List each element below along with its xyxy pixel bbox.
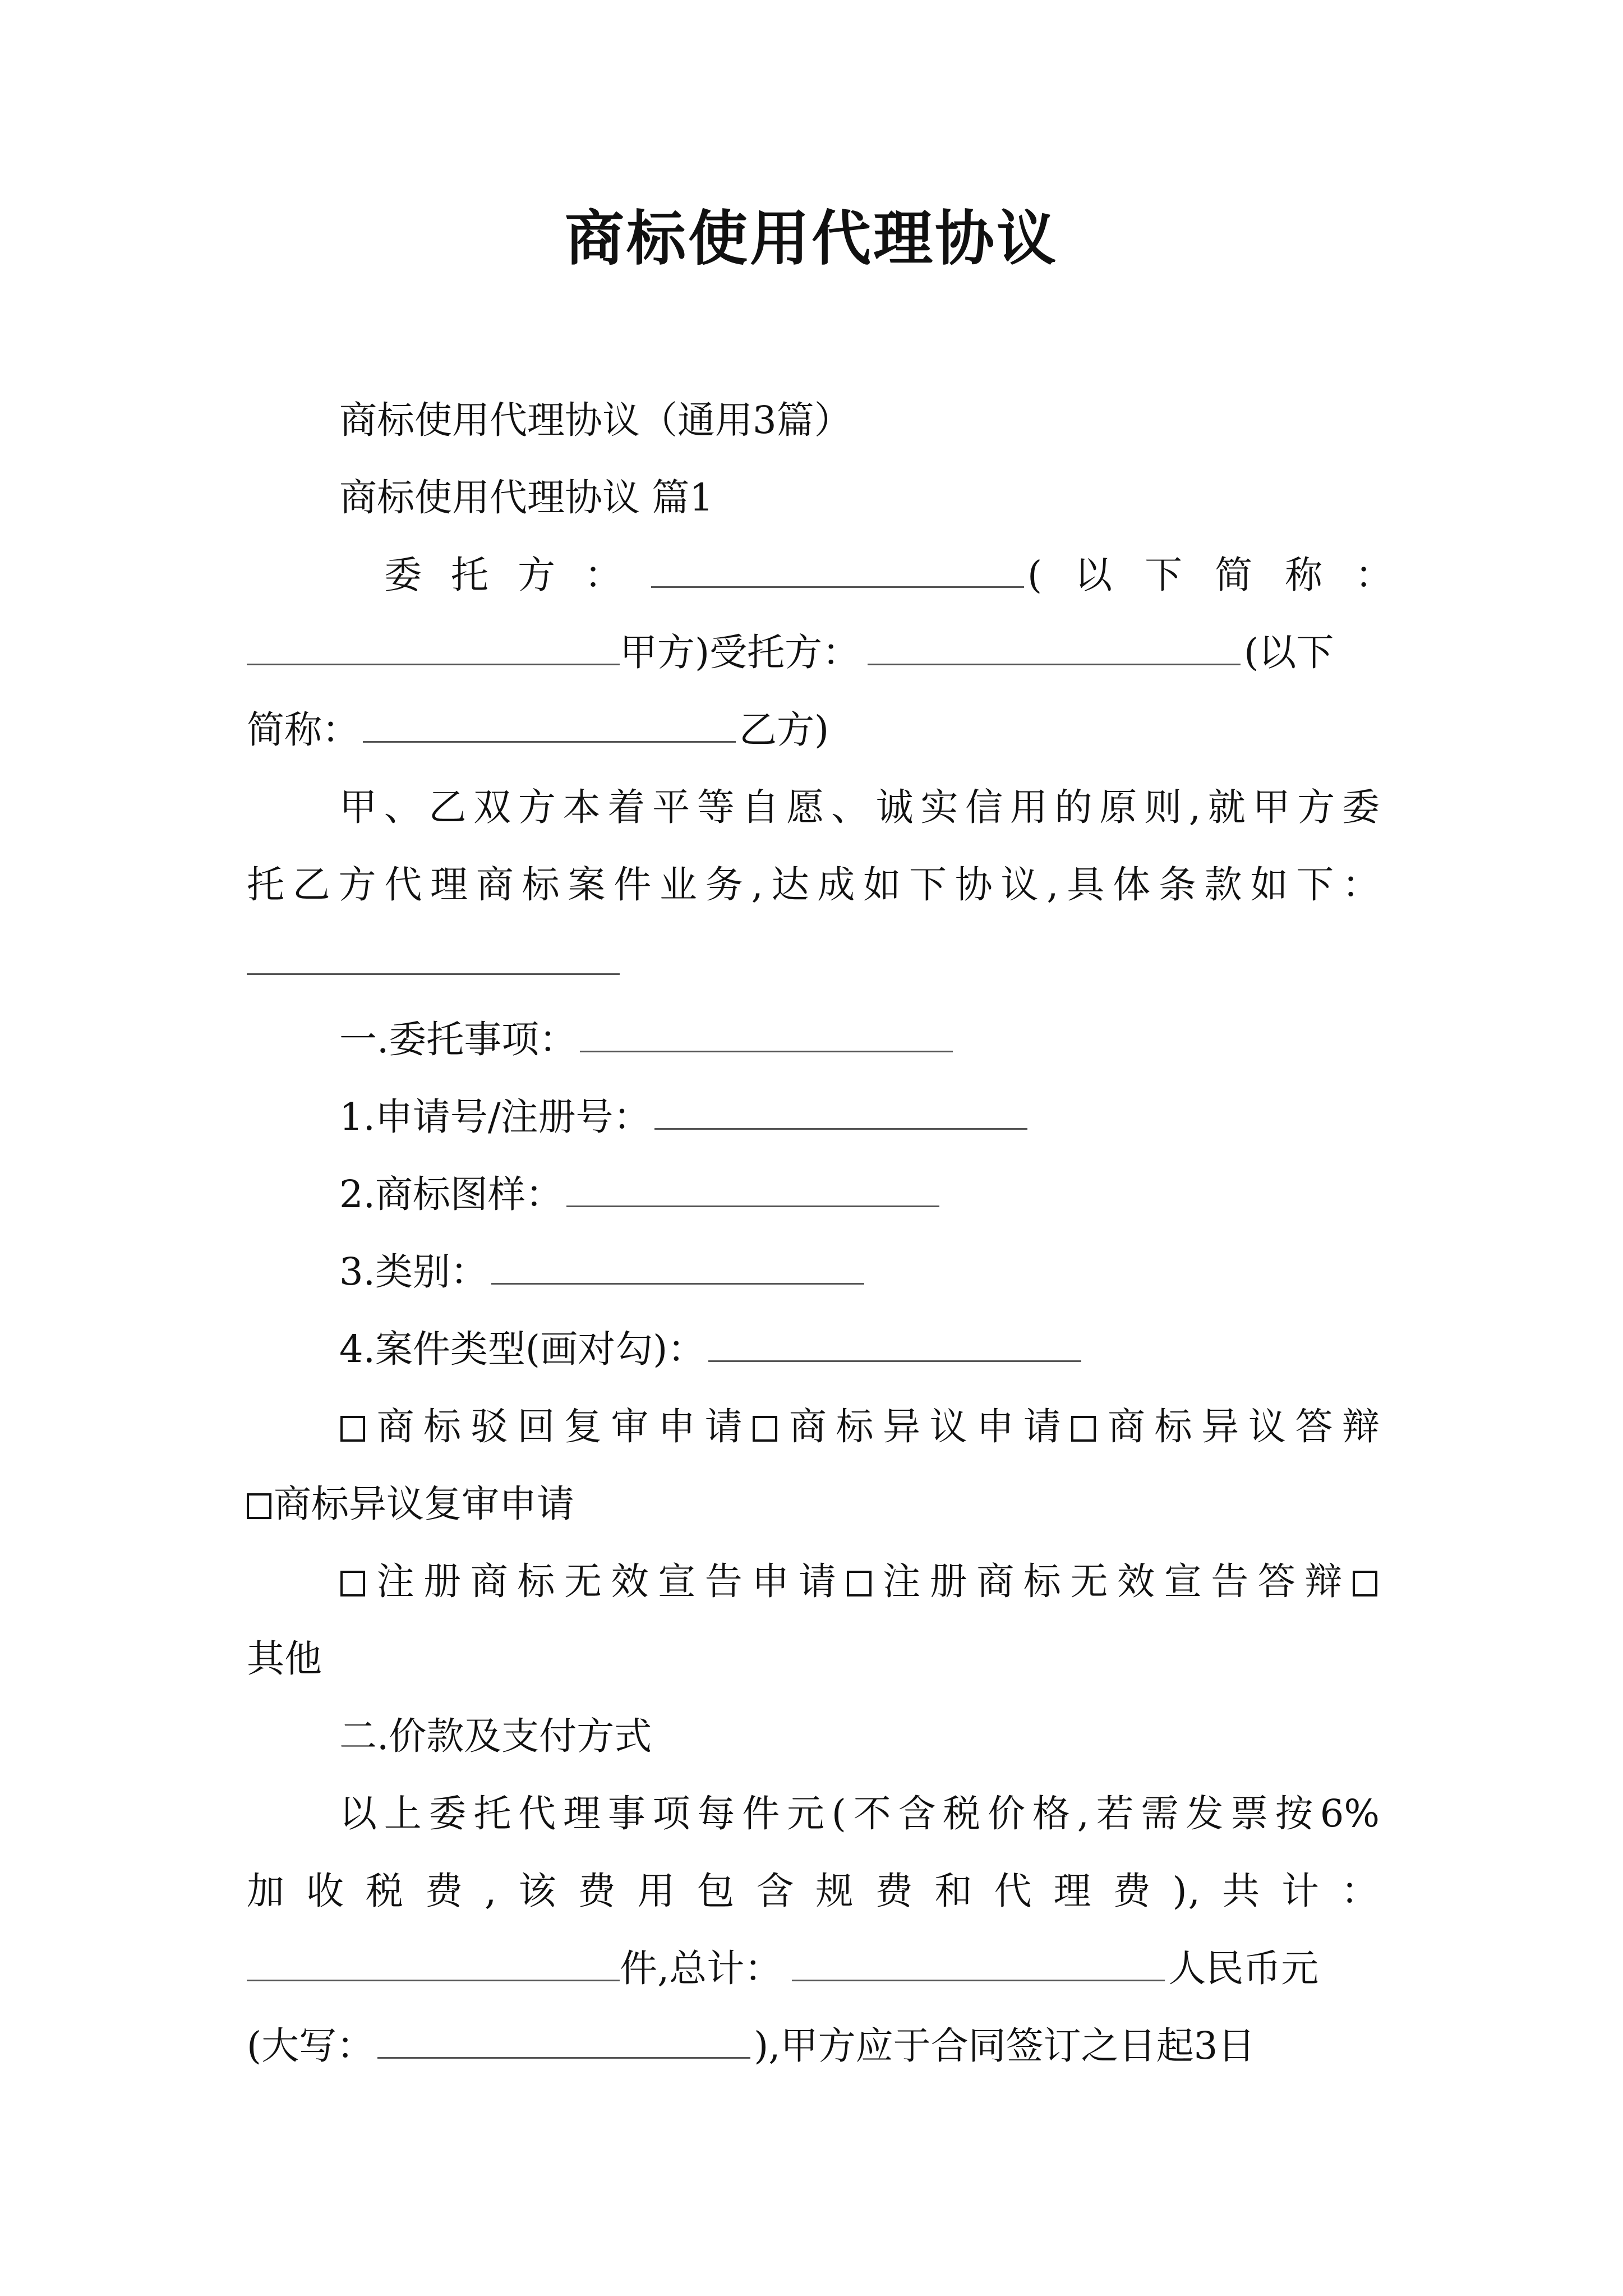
entrust-label: 委托方： bbox=[384, 553, 651, 597]
item-category bbox=[247, 1233, 1380, 1310]
category-blank[interactable] bbox=[491, 1281, 864, 1285]
checkbox-row-4 bbox=[247, 1620, 1380, 1697]
party-a-label: 甲方)受托方： bbox=[620, 631, 860, 674]
trademark-sample-label: 2.商标图样： bbox=[339, 1172, 563, 1216]
item-case-type bbox=[247, 1310, 1380, 1388]
checkbox-row-2 bbox=[247, 1465, 1380, 1543]
checkbox-label: 商标异议答辩 bbox=[1098, 1405, 1380, 1448]
checkbox-invalidation-reply[interactable] bbox=[847, 1571, 872, 1596]
subtitle: 商标使用代理协议（通用3篇） bbox=[339, 398, 852, 442]
parties-line-2 bbox=[247, 614, 1380, 691]
uppercase-blank[interactable] bbox=[377, 2055, 750, 2059]
case-type-blank[interactable] bbox=[708, 1358, 1081, 1362]
quantity-label: 件,总计： bbox=[620, 1947, 782, 1990]
checkbox-label: 注册商标无效宣告答辩 bbox=[873, 1559, 1352, 1603]
entrusted-items-blank[interactable] bbox=[580, 1048, 953, 1052]
intro-line-2: 托乙方代理商标案件业务,达成如下协议,具体条款如下： bbox=[247, 863, 1380, 907]
category-label: 3.类别： bbox=[339, 1250, 488, 1294]
intro-blank[interactable] bbox=[247, 971, 620, 975]
checkbox-rejection-review[interactable] bbox=[340, 1416, 365, 1442]
entrust-blank[interactable] bbox=[651, 584, 1024, 588]
trustee-blank[interactable] bbox=[868, 661, 1241, 665]
payment-line-2: 加收税费,该费用包含规费和代理费),共计： bbox=[247, 1869, 1380, 1913]
application-number-blank[interactable] bbox=[654, 1126, 1027, 1130]
item-trademark-sample bbox=[247, 1156, 1380, 1233]
checkbox-label: 商标异议申请 bbox=[780, 1405, 1071, 1448]
checkbox-row-3 bbox=[247, 1543, 1380, 1620]
heading-payment: 二.价款及支付方式 bbox=[339, 1714, 652, 1758]
heading-entrusted-items bbox=[247, 1001, 1380, 1078]
total-blank[interactable] bbox=[792, 1977, 1165, 1981]
checkbox-opposition-review[interactable] bbox=[247, 1493, 271, 1519]
intro-blank-line bbox=[247, 923, 1380, 1001]
parties-line-1 bbox=[247, 536, 1426, 614]
checkbox-label: 商标驳回复审申请 bbox=[367, 1405, 752, 1448]
checkbox-other[interactable] bbox=[1353, 1571, 1377, 1596]
intro-line-1: 甲、乙双方本着平等自愿、诚实信用的原则,就甲方委 bbox=[339, 785, 1380, 829]
party-b-label: 乙方) bbox=[739, 708, 829, 752]
quantity-blank[interactable] bbox=[247, 1977, 620, 1981]
payment-deadline-text: ),甲方应于合同签订之日起3日 bbox=[754, 2024, 1256, 2068]
case-type-label: 4.案件类型(画对勾)： bbox=[339, 1327, 706, 1371]
application-number-label: 1.申请号/注册号： bbox=[339, 1095, 651, 1139]
trademark-sample-blank[interactable] bbox=[566, 1203, 939, 1207]
checkbox-label: 其他 bbox=[247, 1637, 322, 1681]
payment-line-4 bbox=[247, 2007, 1380, 2085]
parties-line-3 bbox=[247, 691, 1380, 769]
checkbox-row-1 bbox=[247, 1388, 1380, 1465]
document-body bbox=[247, 381, 1426, 2085]
checkbox-label: 注册商标无效宣告申请 bbox=[367, 1559, 846, 1603]
section-title: 商标使用代理协议 篇1 bbox=[339, 476, 713, 519]
uppercase-label: (大写： bbox=[247, 2024, 375, 2068]
party-a-blank[interactable] bbox=[247, 661, 620, 665]
checkbox-invalidation-application[interactable] bbox=[340, 1571, 365, 1596]
payment-line-1: 以上委托代理事项每件元(不含税价格,若需发票按6% bbox=[339, 1792, 1380, 1835]
abbr-label-2: (以下 bbox=[1244, 631, 1334, 674]
heading-entrusted-label: 一.委托事项： bbox=[339, 1018, 577, 1061]
abbr-label-3: 简称： bbox=[247, 708, 359, 752]
party-b-blank[interactable] bbox=[363, 739, 736, 743]
checkbox-opposition-reply[interactable] bbox=[1071, 1416, 1096, 1442]
currency-label: 人民币元 bbox=[1168, 1947, 1319, 1990]
checkbox-opposition-application[interactable] bbox=[753, 1416, 777, 1442]
item-application-number bbox=[247, 1078, 1380, 1156]
abbr-label: (以下简称： bbox=[1027, 553, 1426, 597]
checkbox-label: 商标异议复审申请 bbox=[274, 1482, 574, 1526]
document-title: 商标使用代理协议 bbox=[565, 203, 1058, 273]
payment-line-3 bbox=[247, 1930, 1380, 2007]
